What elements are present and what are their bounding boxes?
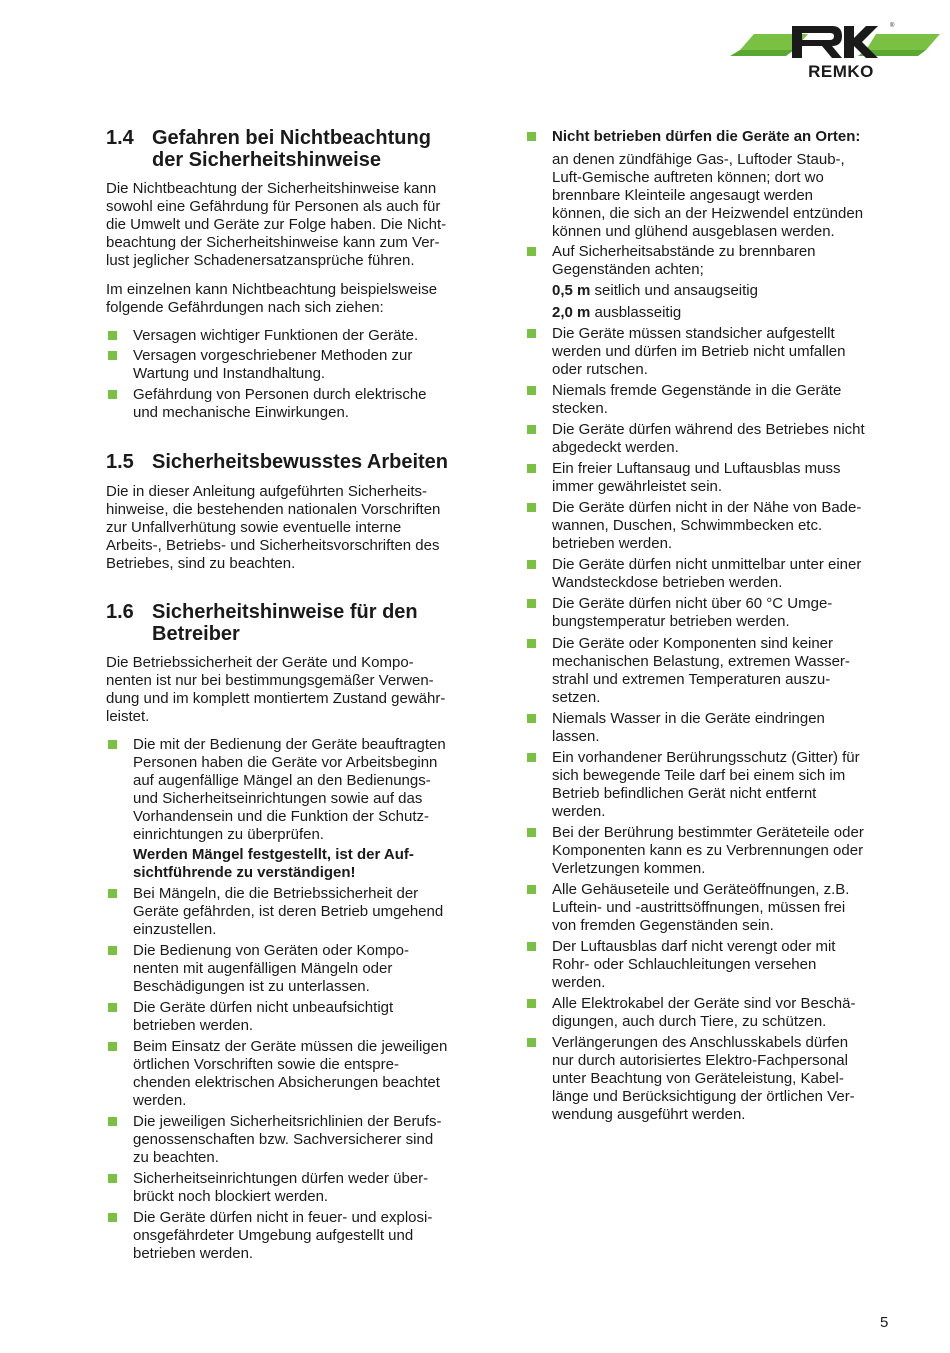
list-item: Die Geräte dürfen nicht in feuer- und explosi- onsgefährdeter Umgebung aufgestellt und betrieben werden. [106, 1209, 484, 1263]
warning-note: Werden Mängel festgestellt, ist der Auf- sichtführende zu verständigen! [133, 846, 414, 881]
distance-line: 0,5 m seitlich und ansaugseitig [552, 282, 758, 299]
list-item: Niemals fremde Gegenstände in die Geräte stecken. [525, 382, 895, 418]
bullet-square-icon [527, 753, 536, 762]
bullet-square-icon [108, 946, 117, 955]
bullet-square-icon [527, 247, 536, 256]
bullet-square-icon [527, 132, 536, 141]
section-1-4-paragraph-2: Im einzelnen kann Nichtbeachtung beispielsweise folgende Gefährdungen nach sich ziehen: [106, 281, 438, 316]
list-item: Die Geräte oder Komponenten sind keiner mechanischen Belastung, extremen Wasser- strahl und extremen Temperaturen auszu- setzen. [525, 635, 895, 707]
bullet-square-icon [527, 885, 536, 894]
list-item: Versagen wichtiger Funktionen der Geräte. [106, 327, 484, 345]
section-title: Gefahren bei Nichtbeachtung der Sicherheitshinweise [152, 127, 431, 171]
list-item: Die Geräte müssen standsicher aufgestellt werden und dürfen im Betrieb nicht umfallen oder rutschen. [525, 325, 895, 379]
page-number: 5 [880, 1314, 889, 1331]
bullet-square-icon [527, 942, 536, 951]
section-title: Sicherheitsbewusstes Arbeiten [152, 451, 449, 473]
list-item: Verlängerungen des Anschlusskabels dürfen nur durch autorisiertes Elektro-Fachpersonal unter Beachtung von Geräteleistung, Kabel- länge und Berücksichtigung der örtlichen Ver- wendung ausgeführt werden. [525, 1034, 895, 1124]
list-item: Der Luftausblas darf nicht verengt oder mit Rohr- oder Schlauchleitungen versehen werden. [525, 938, 895, 992]
section-number: 1.5 [106, 451, 134, 473]
list-item: Gefährdung von Personen durch elektrische und mechanische Einwirkungen. [106, 386, 484, 422]
list-item: Die Geräte dürfen nicht in der Nähe von Bade- wannen, Duschen, Schwimmbecken etc. betrieben werden. [525, 499, 895, 553]
list-item: Nicht betrieben dürfen die Geräte an Orten: [525, 128, 895, 146]
section-number: 1.6 [106, 601, 134, 623]
bullet-square-icon [527, 386, 536, 395]
bullet-square-icon [108, 390, 117, 399]
list-item: Auf Sicherheitsabstände zu brennbaren Gegenständen achten; [525, 243, 895, 279]
list-item: Versagen vorgeschriebener Methoden zur Wartung und Instandhaltung. [106, 347, 484, 383]
bullet-square-icon [527, 560, 536, 569]
bullet-square-icon [527, 714, 536, 723]
section-number: 1.4 [106, 127, 134, 149]
list-item: Alle Gehäuseteile und Geräteöffnungen, z.B. Luftein- und -austrittsöffnungen, müssen frei von fremden Gegenständen sein. [525, 881, 895, 935]
bullet-square-icon [108, 331, 117, 340]
bullet-square-icon [527, 425, 536, 434]
svg-text:®: ® [890, 23, 895, 29]
list-item: Niemals Wasser in die Geräte eindringen lassen. [525, 710, 895, 746]
bullet-square-icon [108, 740, 117, 749]
bullet-square-icon [108, 1117, 117, 1126]
bullet-square-icon [108, 889, 117, 898]
section-1-4-paragraph-1: Die Nichtbeachtung der Sicherheitshinweise kann sowohl eine Gefährdung für Personen als auch für die Umwelt und Geräte zur Folge haben. Die Nicht- beachtung der Sicherheitshinweise kann zum Ver- lust jeglicher Schadenersatzansprüche führen. [106, 180, 447, 269]
bullet-square-icon [527, 639, 536, 648]
list-item: Die Geräte dürfen nicht unmittelbar unter einer Wandsteckdose betrieben werden. [525, 556, 895, 592]
list-item: Ein vorhandener Berührungsschutz (Gitter) für sich bewegende Teile darf bei einem sich im Betrieb befindlichen Gerät nicht entfernt werden. [525, 749, 895, 821]
list-item: Die Bedienung von Geräten oder Kompo- nenten mit augenfälligen Mängeln oder Beschädigungen ist zu unterlassen. [106, 942, 484, 996]
logo-text: REMKO [808, 62, 874, 81]
list-item: Bei der Berührung bestimmter Geräteteile oder Komponenten kann es zu Verbrennungen oder Verletzungen kommen. [525, 824, 895, 878]
bullet-square-icon [527, 828, 536, 837]
bullet-square-icon [527, 599, 536, 608]
section-1-6-paragraph: Die Betriebssicherheit der Geräte und Kompo- nenten ist nur bei bestimmungsgemäßer Verwen- dung und im komplett montiertem Zustand gewähr- leistet. [106, 654, 446, 725]
list-item: Beim Einsatz der Geräte müssen die jeweiligen örtlichen Vorschriften sowie die entspre- chenden elektrischen Absicherungen beachtet werden. [106, 1038, 484, 1110]
list-item: Alle Elektrokabel der Geräte sind vor Beschä- digungen, auch durch Tiere, zu schützen. [525, 995, 895, 1031]
bullet-square-icon [527, 999, 536, 1008]
list-item-continuation: an denen zündfähige Gas-, Luftoder Staub-, Luft-Gemische auftreten können; dort wo brennbare Kleinteile angesaugt werden können, die sich an der Heizwendel entzünden können und glühend ausgeblasen werden. [552, 151, 864, 240]
section-title: Sicherheitshinweise für den Betreiber [152, 601, 418, 645]
bullet-square-icon [527, 503, 536, 512]
section-1-5-paragraph: Die in dieser Anleitung aufgeführten Sicherheits- hinweise, die bestehenden nationalen Vorschriften zur Unfallverhütung sowie eventuelle interne Arbeits-, Betriebs- und Sicherheitsvorschriften des Betriebes, sind zu beachten. [106, 483, 441, 572]
list-item: Die Geräte dürfen nicht unbeaufsichtigt betrieben werden. [106, 999, 484, 1035]
bullet-square-icon [527, 1038, 536, 1047]
list-item: Sicherheitseinrichtungen dürfen weder über- brückt noch blockiert werden. [106, 1170, 484, 1206]
distance-line: 2,0 m ausblasseitig [552, 304, 682, 321]
list-item: Die Geräte dürfen während des Betriebes nicht abgedeckt werden. [525, 421, 895, 457]
list-item: Die Geräte dürfen nicht über 60 °C Umge- bungstemperatur betrieben werden. [525, 595, 895, 631]
bullet-square-icon [108, 1003, 117, 1012]
bullet-square-icon [108, 351, 117, 360]
section-1-4-heading [106, 127, 484, 171]
section-1-5-heading [106, 451, 484, 473]
list-item: Ein freier Luftansaug und Luftausblas muss immer gewährleistet sein. [525, 460, 895, 496]
section-1-6-heading [106, 601, 484, 645]
bullet-square-icon [108, 1042, 117, 1051]
bullet-square-icon [527, 329, 536, 338]
list-item: Die jeweiligen Sicherheitsrichlinien der Berufs- genossenschaften bzw. Sachversicherer sind zu beachten. [106, 1113, 484, 1167]
list-item: Die mit der Bedienung der Geräte beauftragten Personen haben die Geräte vor Arbeitsbeginn auf augenfällige Mängel an den Bedienungs- und Sicherheitseinrichtungen sowie auf das Vorhandensein und die Funktion der Schutz- einrichtungen zu überprüfen. [106, 736, 484, 844]
bullet-square-icon [108, 1174, 117, 1183]
list-item: Bei Mängeln, die die Betriebssicherheit der Geräte gefährden, ist deren Betrieb umgehend einzustellen. [106, 885, 484, 939]
bullet-square-icon [527, 464, 536, 473]
bullet-square-icon [108, 1213, 117, 1222]
